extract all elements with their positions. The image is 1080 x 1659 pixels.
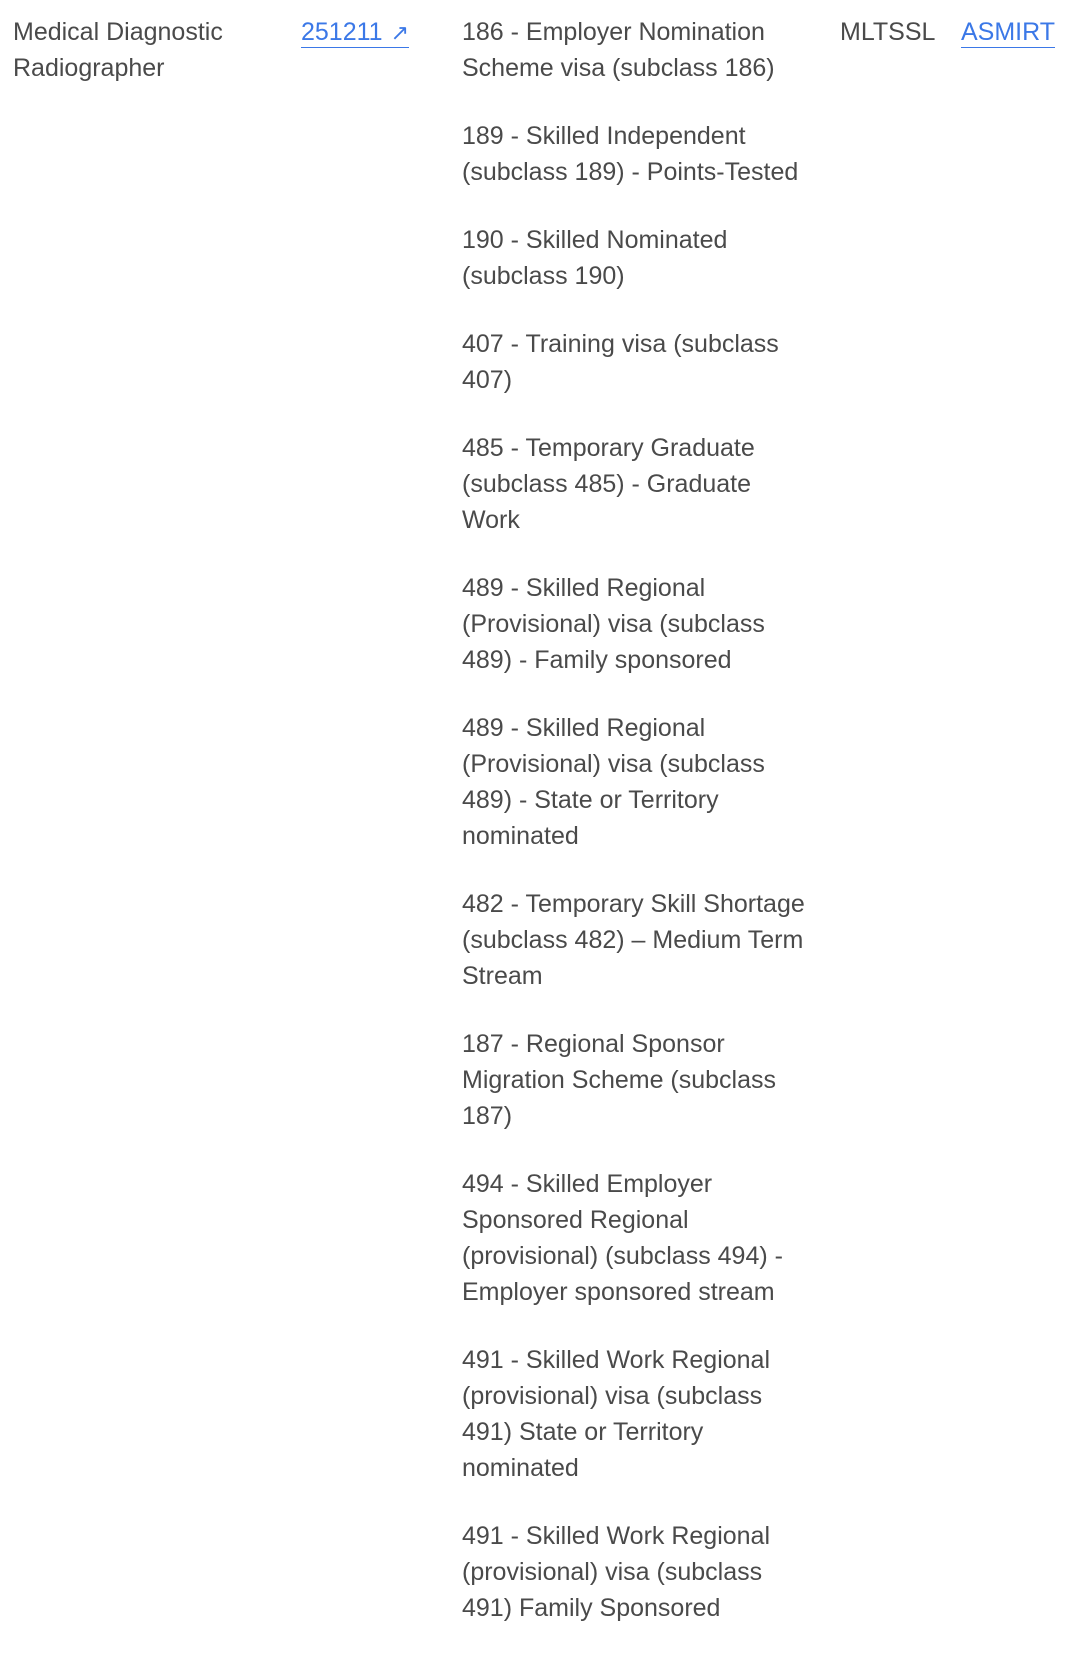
visa-list-item: 491 - Skilled Work Regional (provisional) visa (subclass 491) State or Territory nominated — [462, 1346, 771, 1482]
visa-list-item: 482 - Temporary Skill Shortage (subclass 482) – Medium Term Stream — [462, 890, 805, 990]
anzsco-code-text: 251211 — [301, 18, 383, 46]
assessing-authority-cell — [961, 14, 1080, 50]
visa-list-item: 190 - Skilled Nominated (subclass 190) — [462, 226, 728, 290]
occupation-name: Medical Diagnostic Radiographer — [13, 18, 223, 82]
occupation-cell — [13, 14, 273, 86]
external-link-icon: ↗ — [390, 20, 410, 45]
visa-list-item: 407 - Training visa (subclass 407) — [462, 330, 779, 394]
skill-list-cell — [840, 14, 950, 50]
assessing-authority-link[interactable]: ASMIRT — [961, 18, 1055, 46]
visa-list-item: 491 - Skilled Work Regional (provisional) visa (subclass 491) Family Sponsored — [462, 1522, 771, 1622]
visa-list-item: 186 - Employer Nomination Scheme visa (subclass 186) — [462, 18, 775, 82]
anzsco-code-cell — [301, 14, 441, 51]
anzsco-code-link[interactable] — [301, 18, 409, 48]
visa-list-item: 489 - Skilled Regional (Provisional) visa (subclass 489) - Family sponsored — [462, 574, 765, 674]
skill-list-name: MLTSSL — [840, 18, 936, 46]
visa-list-item: 189 - Skilled Independent (subclass 189) - Points-Tested — [462, 122, 799, 186]
visa-list-item: 489 - Skilled Regional (Provisional) visa (subclass 489) - State or Territory nominated — [462, 714, 765, 850]
visa-list-item: 485 - Temporary Graduate (subclass 485) - Graduate Work — [462, 434, 755, 534]
visa-list-item: 187 - Regional Sponsor Migration Scheme (subclass 187) — [462, 1030, 777, 1130]
visa-list — [462, 14, 812, 1626]
visa-list-item: 494 - Skilled Employer Sponsored Regional (provisional) (subclass 494) - Employer sponsored stream — [462, 1170, 783, 1306]
